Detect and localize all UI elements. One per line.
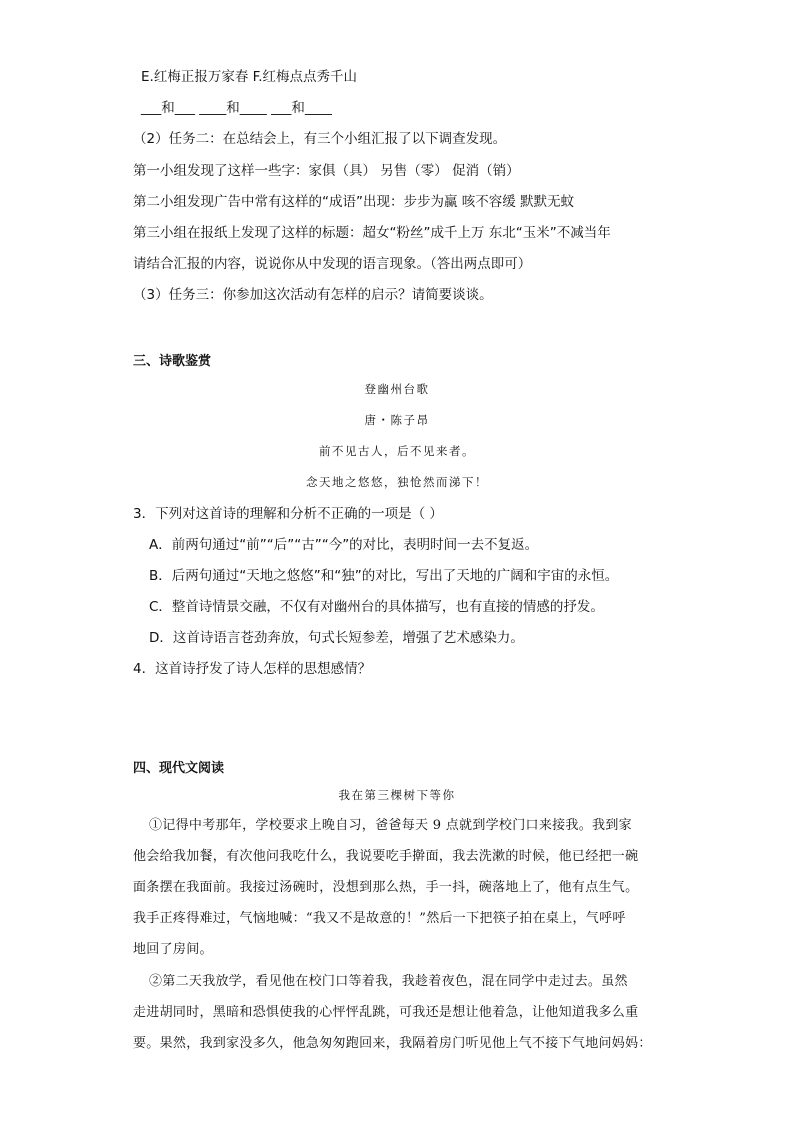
options-line: E.红梅正报万家春 F.红梅点点秀千山 [141,69,357,85]
article-title: 我在第三棵树下等你 [338,788,456,802]
answer-blanks: ___和___ ____和____ ___和____ [141,100,332,116]
question-3-option-d: D．这首诗语言苍劲奔放，句式长短参差，增强了艺术感染力。 [149,630,524,646]
question-4: 4．这首诗抒发了诗人怎样的思想感情？ [133,661,372,677]
paragraph-2-line-1: ②第二天我放学，看见他在校门口等着我，我趁着夜色，混在同学中走过去。虽然 [149,974,628,989]
paragraph-1-line-1: ①记得中考那年，学校要求上晚自习，爸爸每天 9 点就到学校门口来接我。我到家 [149,818,632,833]
group-1-report: 第一小组发现了这样一些字：家俱（具） 另售（零） 促消（销） [133,163,520,179]
task-2: （2）任务二：在总结会上，有三个小组汇报了以下调查发现。 [133,131,507,147]
paragraph-1-line-3: 面条摆在我面前。我接过汤碗时，没想到那么热，手一抖，碗落地上了，他有点生气。 [133,880,639,895]
task-2-question: 请结合汇报的内容，说说你从中发现的语言现象。（答出两点即可） [133,256,532,272]
question-3: 3．下列对这首诗的理解和分析不正确的一项是（ ） [133,506,443,522]
question-3-option-c: C．整首诗情景交融，不仅有对幽州台的具体描写，也有直接的情感的抒发。 [149,599,604,615]
poem-author: 唐・陈子昂 [364,413,430,427]
paragraph-2-line-3: 要。果然，我到家没多久，他急匆匆跑回来，我隔着房门听见他上气不接下气地问妈妈： [133,1036,652,1051]
section-heading-reading: 四、现代文阅读 [133,761,225,776]
group-3-report: 第三小组在报纸上发现了这样的标题：超女“粉丝”成千上万 东北“玉米”不减当年 [133,225,611,241]
group-2-report: 第二小组发现广告中常有这样的“成语”出现：步步为赢 咳不容缓 默默无蚊 [133,194,575,210]
poem-title: 登幽州台歌 [364,382,430,396]
paragraph-1-line-5: 地回了房间。 [133,942,213,957]
question-3-option-b: B．后两句通过“天地之悠悠”和“独”的对比，写出了天地的广阔和宇宙的永恒。 [149,568,619,584]
paragraph-1-line-2: 他会给我加餐，有次他问我吃什么，我说要吃手擀面，我去洗漱的时候，他已经把一碗 [133,849,639,864]
section-heading-poetry: 三、诗歌鉴赏 [133,354,212,369]
paragraph-2-line-2: 走进胡同时，黑暗和恐惧使我的心怦怦乱跳，可我还是想让他着急，让他知道我多么重 [133,1005,639,1020]
paragraph-1-line-4: 我手正疼得难过，气恼地喊：“我又不是故意的！”然后一下把筷子拍在桌上，气呼呼 [133,911,626,926]
poem-line-2: 念天地之悠悠，独怆然而涕下！ [306,475,488,489]
question-3-option-a: A．前两句通过“前”“后”“古”“今”的对比，表明时间一去不复返。 [149,537,539,553]
task-3: （3）任务三：你参加这次活动有怎样的启示？请简要谈谈。 [133,287,493,303]
poem-line-1: 前不见古人，后不见来者。 [319,444,475,458]
